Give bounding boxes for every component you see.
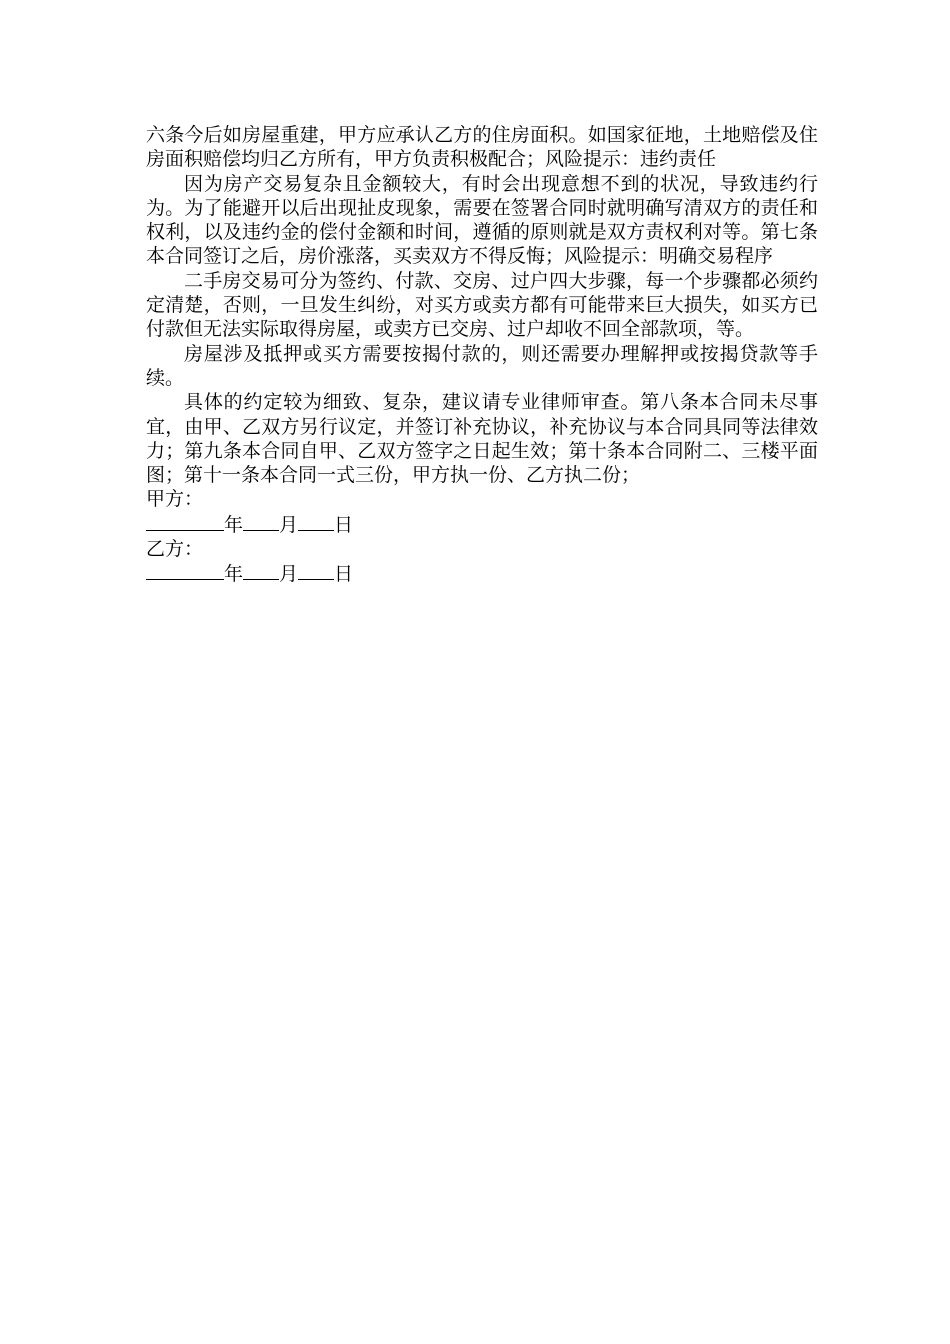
month-blank: [243, 512, 279, 531]
party-b-date-line: [146, 561, 818, 586]
year-blank: [146, 512, 224, 531]
paragraph-4: 房屋涉及抵押或买方需要按揭付款的，则还需要办理解押或按揭贷款等手续。: [146, 342, 818, 389]
month-blank: [243, 561, 279, 580]
party-a-date-line: [146, 512, 818, 537]
day-blank: [298, 512, 334, 531]
year-blank: [146, 561, 224, 580]
party-a-label: 甲方：: [146, 488, 204, 511]
year-label: 年: [224, 563, 244, 586]
paragraph-2: 因为房产交易复杂且金额较大，有时会出现意想不到的状况，导致违约行为。为了能避开以后出现扯皮现象，需要在签署合同时就明确写清双方的责任和权利，以及违约金的偿付金额和时间，遵循的原则就是双方责权利对等。第七条本合同签订之后，房价涨落，买卖双方不得反悔；风险提示：明确交易程序: [146, 172, 818, 268]
month-label: 月: [279, 563, 299, 586]
day-blank: [298, 561, 334, 580]
year-label: 年: [224, 513, 244, 536]
party-b-label: 乙方：: [146, 538, 204, 561]
paragraph-1: 六条今后如房屋重建，甲方应承认乙方的住房面积。如国家征地，土地赔偿及住房面积赔偿均归乙方所有，甲方负责积极配合；风险提示：违约责任: [146, 124, 818, 171]
document-body: [146, 123, 818, 587]
paragraph-3: 二手房交易可分为签约、付款、交房、过户四大步骤，每一个步骤都必须约定清楚，否则，一旦发生纠纷，对买方或卖方都有可能带来巨大损失，如买方已付款但无法实际取得房屋，或卖方已交房、过户却收不回全部款项，等。: [146, 269, 818, 341]
day-label: 日: [334, 563, 354, 586]
month-label: 月: [279, 513, 299, 536]
paragraph-5: 具体的约定较为细致、复杂，建议请专业律师审查。第八条本合同未尽事宜，由甲、乙双方另行议定，并签订补充协议，补充协议与本合同具同等法律效力；第九条本合同自甲、乙双方签字之日起生效；第十条本合同附二、三楼平面图；第十一条本合同一式三份，甲方执一份、乙方执二份；: [146, 391, 818, 487]
day-label: 日: [334, 513, 354, 536]
